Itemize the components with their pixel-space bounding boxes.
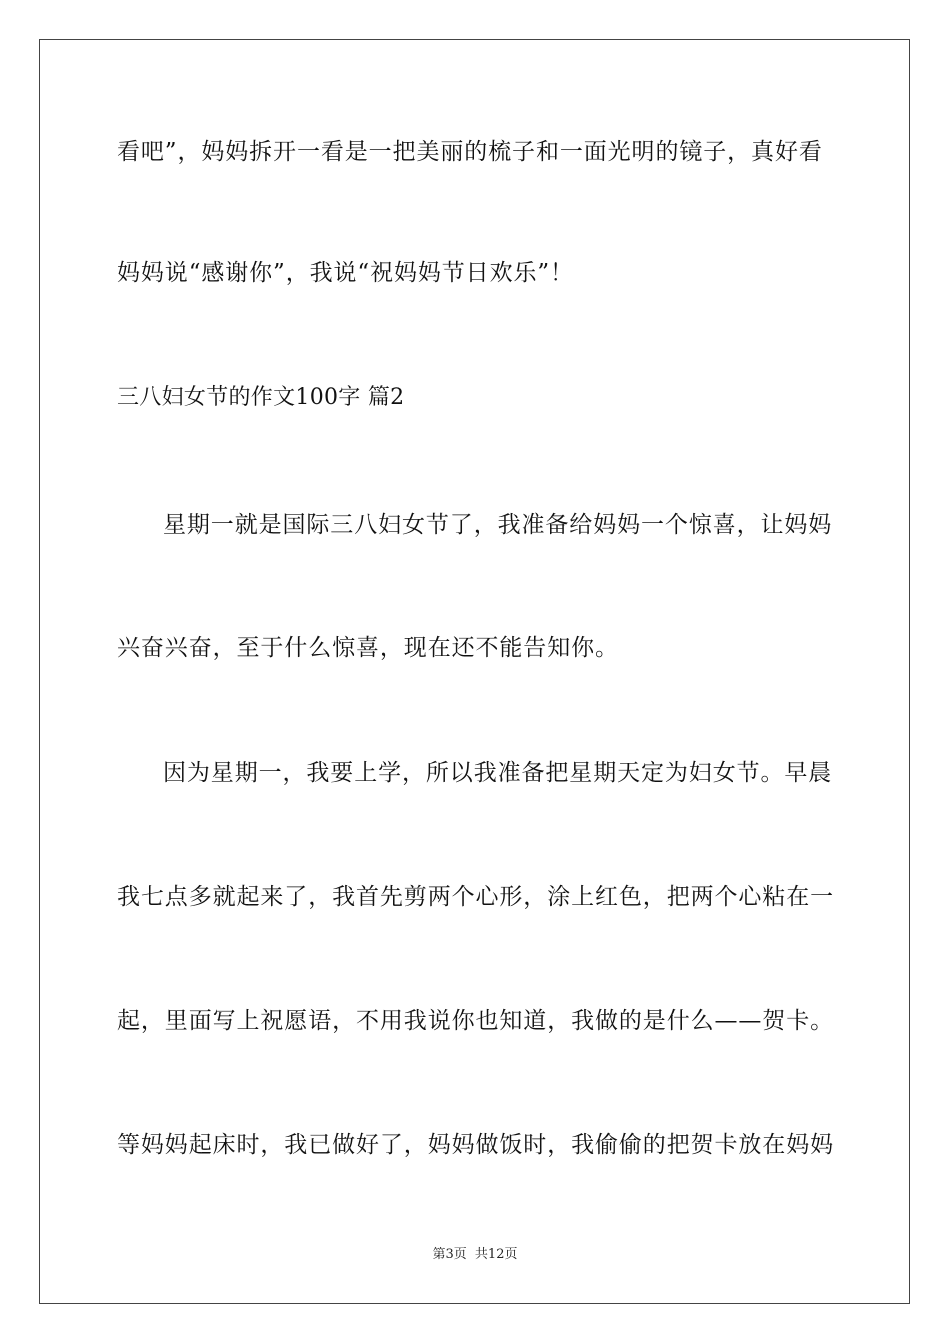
paragraph-first-line: 星期一就是国际三八妇女节了，我准备给妈妈一个惊喜，让妈妈 [163, 512, 833, 538]
body-text-line: 看吧”，妈妈拆开一看是一把美丽的梳子和一面光明的镜子，真好看 [117, 139, 823, 165]
page-number-footer: 第3页 共12页 [432, 1247, 518, 1262]
section-heading: 三八妇女节的作文100字 篇2 [117, 385, 405, 410]
body-text-line: 兴奋兴奋，至于什么惊喜，现在还不能告知你。 [117, 635, 619, 661]
body-text-line: 等妈妈起床时，我已做好了，妈妈做饭时，我偷偷的把贺卡放在妈妈 [117, 1132, 834, 1158]
body-text-line: 我七点多就起来了，我首先剪两个心形，涂上红色，把两个心粘在一 [117, 884, 834, 910]
body-text-line: 妈妈说“感谢你”，我说“祝妈妈节日欢乐”！ [117, 260, 574, 286]
paragraph-first-line: 因为星期一，我要上学，所以我准备把星期天定为妇女节。早晨 [163, 760, 833, 786]
body-text-line: 起，里面写上祝愿语，不用我说你也知道，我做的是什么——贺卡。 [117, 1008, 834, 1034]
page-border [39, 39, 910, 1304]
